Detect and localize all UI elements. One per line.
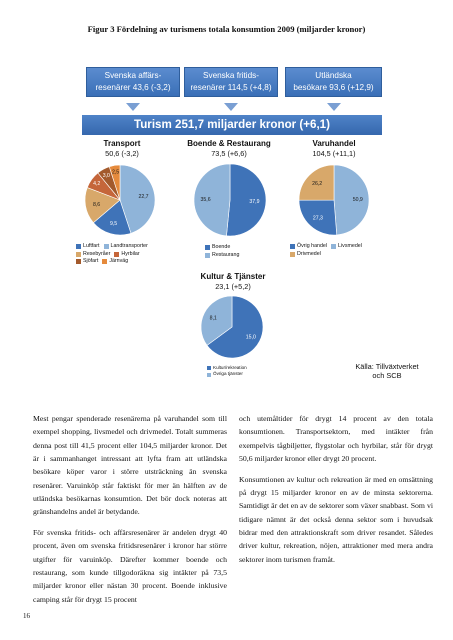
legend-boende (205, 244, 243, 259)
segment-business-travellers (86, 67, 180, 97)
legend-label: Luftfart (83, 243, 100, 249)
legend-item (76, 243, 100, 251)
legend-varuhandel (290, 243, 366, 258)
swatch-icon (102, 259, 107, 264)
chart-title: Kultur & Tjänster (200, 272, 266, 281)
down-arrow-icon (327, 103, 341, 111)
legend-label: Boende (212, 244, 231, 250)
pie-value-label: 4,2 (93, 181, 101, 188)
segment-line: Svenska fritids- (203, 71, 259, 80)
legend-label: Övriga tjänster (213, 371, 243, 377)
right-column (239, 412, 433, 573)
paragraph: För svenska fritids- och affärsresenärer är andelen drygt 40 procent, även om svenska fritidsresenärer i kronor har större utgifter för varuinköp. Därefter kommer boende och restaurang, som kunde tillgodoräkna sig intäkter på 73,5 miljarder kronor eller nästan 30 procent. Boende inklusive camping står för drygt 15 procent (33, 528, 227, 604)
legend-item (104, 243, 148, 251)
segment-line: besökare 93,6 (+12,9) (293, 83, 374, 92)
paragraph: och utemåltider för drygt 14 procent av den totala konsumtionen. Transportsektorn, med intäkter från exempelvis tågbiljetter, flygstolar och hyrbilar, står för drygt 50,6 miljarder kronor eller drygt 20 procent. (239, 414, 433, 464)
pie-value-label: 9,5 (109, 220, 118, 227)
swatch-icon (76, 244, 81, 249)
segment-line: Svenska affärs- (104, 71, 162, 80)
pie-chart-kultur (190, 294, 280, 364)
swatch-icon (76, 259, 81, 264)
legend-item (114, 251, 139, 259)
pie-chart-transport (74, 160, 174, 240)
pie-slice-boende (226, 164, 266, 236)
figure-title: Figur 3 Fördelning av turismens totala konsumtion 2009 (miljarder kronor) (87, 24, 366, 34)
legend-label: Kultur/rekreation (213, 365, 247, 370)
segment-line: resenärer 114,5 (+4,8) (190, 83, 272, 92)
chart-subtitle: 50,6 (-3,2) (105, 149, 139, 158)
down-arrow-icon (126, 103, 140, 111)
page-number: 16 (23, 612, 30, 620)
pie-value-label: 2,5 (111, 169, 120, 176)
down-arrow-icon (224, 103, 238, 111)
legend-label: Livsmedel (338, 243, 362, 249)
segment-foreign-visitors (285, 67, 382, 97)
pie-value-label: 15,0 (245, 334, 256, 341)
swatch-icon (205, 253, 210, 258)
source-line: och SCB (372, 371, 402, 380)
pie-value-label: 22,7 (138, 194, 149, 201)
swatch-icon (104, 244, 109, 249)
legend-item (207, 371, 243, 377)
paragraph: Konsumtionen av kultur och rekreation är med en omsättning på drygt 15 miljarder kronor en av de minsta sektorerna. Samtidigt är det en av de sektorer som växer snabbast. Som vi tidigare nämnt är det också denna sektor som i huvudsak bidrar med den attraktionskraft som driver resandet. Således driver kultur, rekreation, nöjen, attraktioner med mera andra sektorer inom turismen framåt. (239, 474, 433, 564)
segment-line: resenärer 43,6 (-3,2) (95, 83, 171, 92)
legend-item (290, 243, 327, 251)
chart-title: Boende & Restaurang (187, 139, 271, 148)
swatch-icon (331, 244, 336, 249)
legend-label: Övrig handel (297, 243, 328, 249)
source-line: Källa: Tillväxtverket (355, 362, 419, 371)
left-column (33, 412, 227, 613)
segment-line: Utländska (315, 71, 352, 80)
pie-value-label: 8,1 (209, 315, 217, 322)
swatch-icon (207, 366, 211, 370)
legend-item (205, 252, 239, 260)
chart-subtitle: 73,5 (+6,6) (211, 149, 247, 158)
pie-value-label: 50,9 (352, 197, 363, 204)
swatch-icon (290, 252, 295, 257)
legend-label: Drivmedel (297, 250, 321, 257)
legend-item (76, 258, 98, 266)
source-note (337, 362, 437, 380)
chart-header-kultur (183, 272, 283, 292)
pie-value-label: 27,3 (312, 215, 323, 222)
legend-item (290, 251, 321, 259)
legend-label: Sjöfart (83, 258, 99, 265)
chart-header-transport (82, 139, 162, 159)
pie-value-label: 3,0 (102, 172, 110, 179)
legend-label: Restaurang (212, 251, 240, 258)
chart-header-varuhandel (292, 139, 376, 159)
pie-chart-boende (180, 160, 280, 240)
chart-subtitle: 23,1 (+5,2) (215, 282, 251, 291)
legend-label: Landtransporter (110, 243, 148, 249)
pie-value-label: 35,6 (200, 196, 211, 203)
chart-subtitle: 104,5 (+11,1) (312, 149, 356, 158)
legend-item (331, 243, 362, 251)
swatch-icon (114, 252, 119, 257)
legend-transport (76, 243, 176, 266)
legend-item (102, 258, 128, 266)
pie-slice-restaurang (194, 164, 230, 236)
swatch-icon (205, 245, 210, 250)
pie-value-label: 8,6 (92, 202, 101, 209)
legend-label: Järnväg (109, 258, 129, 265)
pie-chart-varuhandel (287, 160, 382, 240)
swatch-icon (207, 373, 211, 377)
segment-leisure-travellers (184, 67, 278, 97)
legend-item (76, 251, 110, 259)
legend-kultur (207, 365, 251, 378)
swatch-icon (290, 244, 295, 249)
paragraph: Mest pengar spenderade resenärerna på varuhandel som till exempel shopping, livsmedel och drivmedel. Totalt summeras denna post till 41,5 procent eller 104,5 miljarder kronor. Det är i sammanhanget intressant att lyfta fram att utländska besökare köper varor i större utsträckning än svenska resenärer. Varuinköp står faktiskt för mer än hälften av de utländska besökarnas konsumtion. Det bör dock noteras att gränshandelns andel är betydande. (33, 414, 227, 517)
legend-label: Hyrbilar (121, 250, 140, 257)
total-banner: Turism 251,7 miljarder kronor (+6,1) (82, 115, 382, 135)
swatch-icon (76, 252, 81, 257)
legend-label: Resebyråer (83, 250, 111, 257)
chart-header-boende (177, 139, 281, 159)
legend-item (205, 244, 230, 252)
chart-title: Varuhandel (312, 139, 356, 148)
pie-value-label: 26,2 (312, 181, 323, 188)
pie-slice-livsmedel (334, 165, 369, 235)
pie-value-label: 37,9 (249, 199, 260, 206)
chart-title: Transport (103, 139, 141, 148)
